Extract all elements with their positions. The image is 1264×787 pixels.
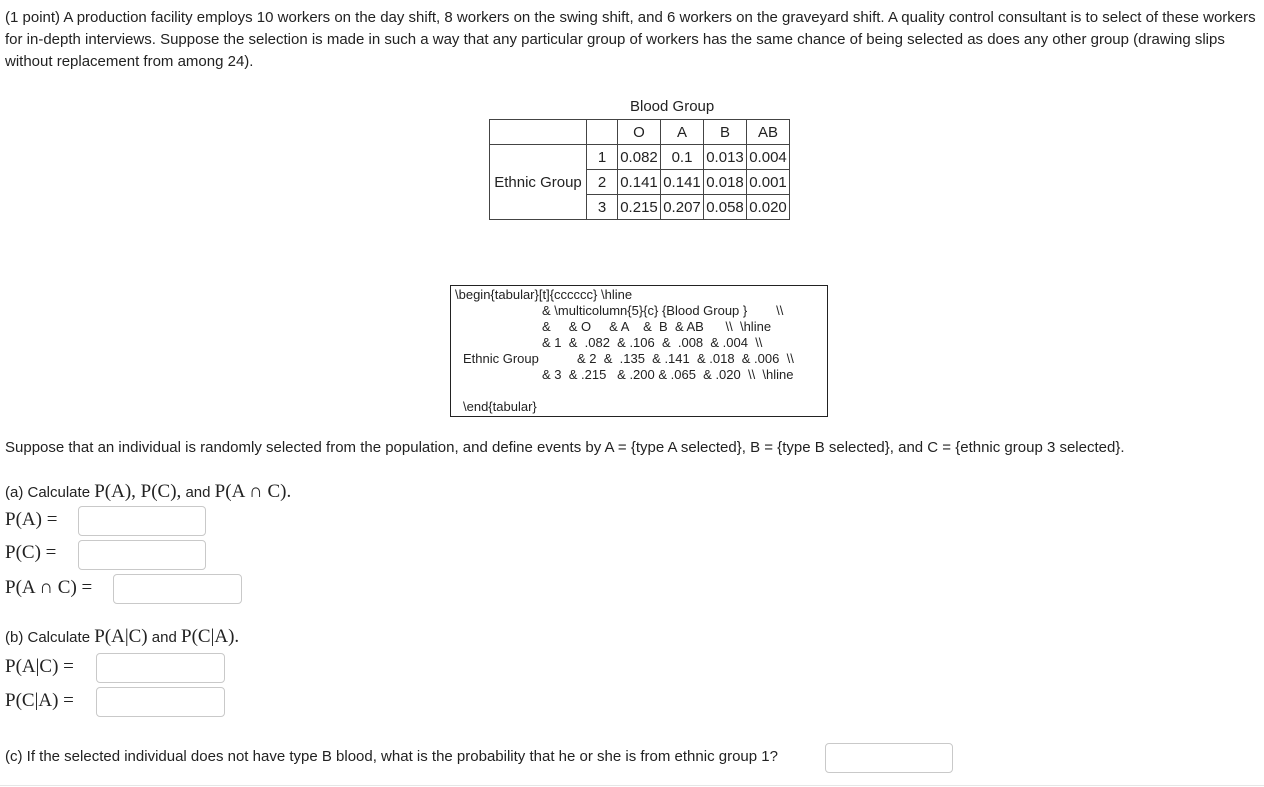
latex-line: & 2 & .135 & .141 & .018 & .006 \\: [577, 351, 794, 366]
table-cell: 0.004: [747, 145, 790, 170]
table-row: [490, 170, 790, 195]
table-cell: 0.020: [747, 195, 790, 220]
latex-line: & 3 & .215 & .200 & .065 & .020 \\ \hline: [542, 367, 794, 382]
part-b-prefix: (b) Calculate: [5, 629, 95, 646]
events-definition: Suppose that an individual is randomly selected from the population, and define events by A = {type A selected}, B = {type B selected}, and C = {ethnic group 3 selected}.: [5, 439, 1125, 456]
part-b-mid: and: [147, 629, 181, 646]
table-row: [490, 195, 790, 220]
table-cell: 0.018: [704, 170, 747, 195]
table-cell: 0.215: [618, 195, 661, 220]
label-pa: P(A) =: [5, 509, 58, 530]
table-header-row: [490, 120, 790, 145]
latex-line: & 1 & .082 & .106 & .008 & .004 \\: [542, 335, 763, 350]
part-a-prompt: [5, 481, 291, 503]
probability-table: [489, 119, 790, 220]
part-b-math: P(A|C): [94, 626, 148, 647]
row-index: 2: [587, 170, 618, 195]
latex-row-label: Ethnic Group: [463, 351, 539, 366]
table-cell: 0.082: [618, 145, 661, 170]
table-cell: 0.058: [704, 195, 747, 220]
part-a-mid: and: [181, 484, 215, 501]
table-cell: 0.013: [704, 145, 747, 170]
part-c-prompt: (c) If the selected individual does not have type B blood, what is the probability that he or she is from ethnic group 1?: [5, 748, 778, 765]
latex-source-box: [450, 285, 828, 417]
column-header: A: [661, 120, 704, 145]
label-pc-given-a: P(C|A) =: [5, 690, 74, 711]
table-cell: 0.1: [661, 145, 704, 170]
table-cell: 0.141: [661, 170, 704, 195]
part-a-math: P(A), P(C),: [94, 481, 182, 502]
table-cell-blank: [490, 195, 587, 220]
column-header: B: [704, 120, 747, 145]
latex-line: \end{tabular}: [463, 399, 537, 414]
part-b-math2: P(C|A).: [181, 626, 240, 647]
problem-intro: (1 point) A production facility employs 10 workers on the day shift, 8 workers on the swing shift, and 6 workers on the graveyard shift. A quality control consultant is to select of these workers for in-depth interviews. Suppose the selection is made in such a way that any particular group of workers has the same chance of being selected as does any other group (drawing slips without replacement from among 24).: [5, 9, 1256, 70]
table-cell: 0.207: [661, 195, 704, 220]
row-group-label: Ethnic Group: [490, 170, 587, 195]
blood-group-title: Blood Group: [630, 98, 715, 115]
latex-line: & \multicolumn{5}{c} {Blood Group } \\: [542, 303, 784, 318]
answer-pa-given-c-input[interactable]: [96, 653, 225, 683]
row-index: 1: [587, 145, 618, 170]
column-header: AB: [747, 120, 790, 145]
part-a-prefix: (a) Calculate: [5, 484, 95, 501]
row-index: 3: [587, 195, 618, 220]
part-b-prompt: [5, 626, 239, 648]
divider: [0, 785, 1264, 786]
latex-line: & & O & A & B & AB \\ \hline: [542, 319, 772, 334]
answer-pac-input[interactable]: [113, 574, 242, 604]
table-cell: 0.001: [747, 170, 790, 195]
table-cell-blank: [490, 120, 587, 145]
answer-pc-input[interactable]: [78, 540, 206, 570]
answer-pc-given-a-input[interactable]: [96, 687, 225, 717]
label-pac: P(A ∩ C) =: [5, 577, 93, 598]
table-cell-blank: [587, 120, 618, 145]
table-cell: 0.141: [618, 170, 661, 195]
column-header: O: [618, 120, 661, 145]
label-pc: P(C) =: [5, 542, 57, 563]
answer-pa-input[interactable]: [78, 506, 206, 536]
latex-line: \begin{tabular}[t]{cccccc} \hline: [455, 287, 633, 302]
table-cell-blank: [490, 145, 587, 170]
answer-c-input[interactable]: [825, 743, 953, 773]
label-pa-given-c: P(A|C) =: [5, 656, 74, 677]
table-row: [490, 145, 790, 170]
part-a-math2: P(A ∩ C).: [214, 481, 292, 502]
